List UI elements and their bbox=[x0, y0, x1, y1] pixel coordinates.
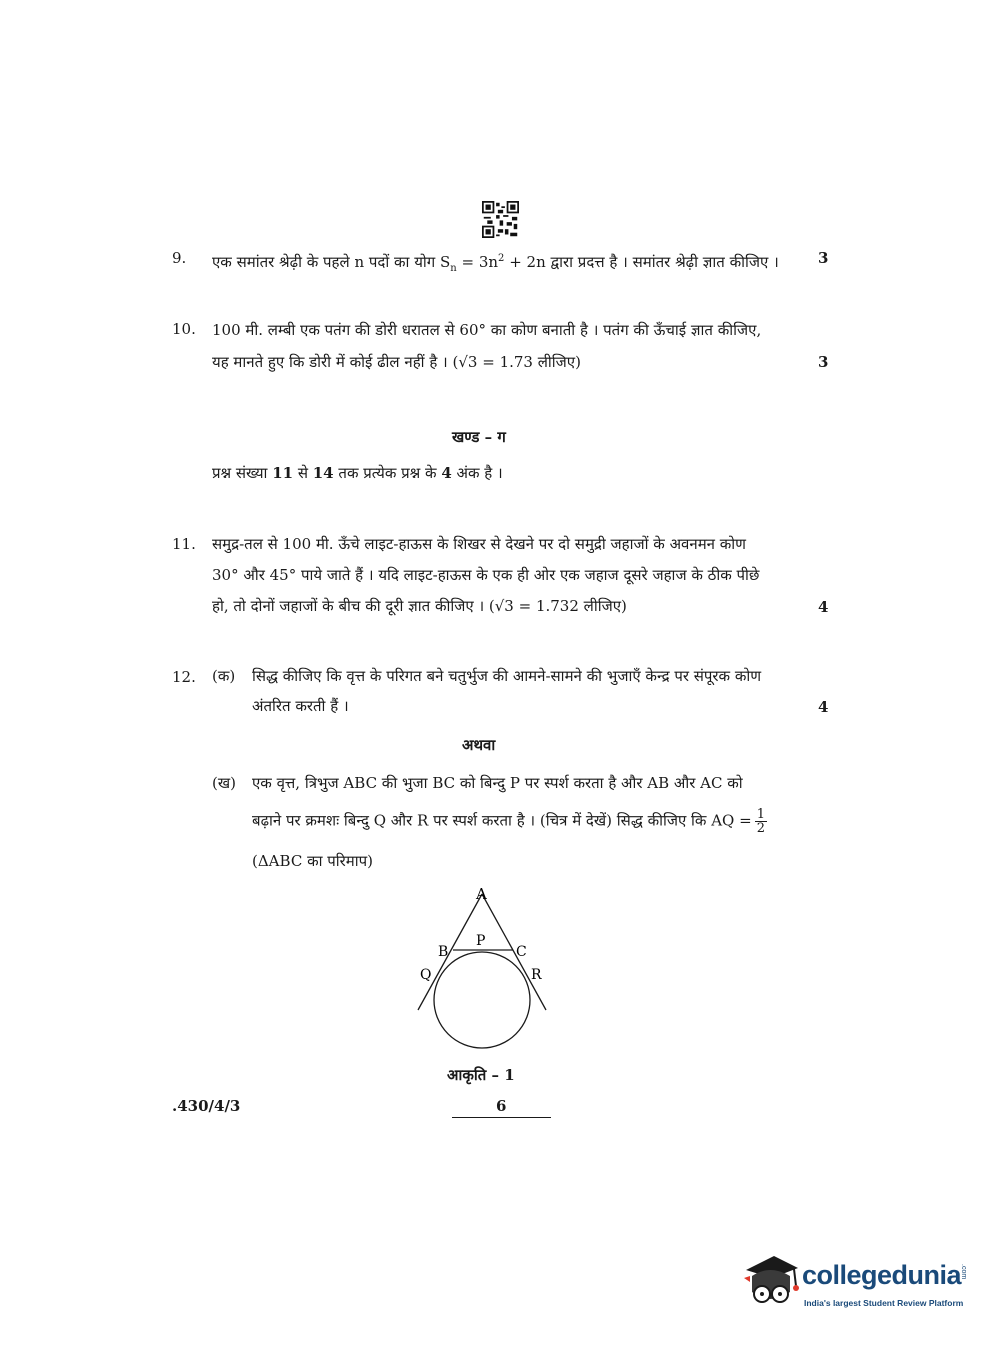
fraction-denominator: 2 bbox=[756, 821, 765, 836]
question-number: 10. bbox=[172, 320, 196, 338]
figure-line-ar bbox=[482, 894, 546, 1010]
figure-drawing bbox=[410, 880, 560, 1055]
instruction-text: से bbox=[293, 464, 313, 482]
question-12b-line: (ΔABC का परिमाप) bbox=[252, 852, 374, 870]
q9-subscript: n bbox=[450, 263, 457, 274]
question-10-line: यह मानते हुए कि डोरी में कोई ढील नहीं है । (√3 = 1.73 लीजिए) bbox=[212, 353, 581, 371]
question-12b-line bbox=[252, 808, 767, 835]
page-number: 6 bbox=[496, 1097, 507, 1115]
logo-wordmark: collegedunia bbox=[802, 1260, 962, 1290]
figure-caption: आकृति – 1 bbox=[447, 1066, 515, 1084]
figure-label: C bbox=[516, 944, 527, 960]
question-marks: 4 bbox=[818, 698, 829, 716]
question-12b-line: एक वृत्त, त्रिभुज ABC की भुजा BC को बिन्दु P पर स्पर्श करता है और AB और AC को bbox=[252, 774, 743, 792]
figure-label: A bbox=[476, 885, 487, 903]
q9-text-part: = 3n bbox=[456, 253, 499, 271]
or-separator: अथवा bbox=[462, 736, 496, 754]
question-9-text bbox=[212, 248, 779, 280]
collegedunia-logo bbox=[740, 1248, 970, 1316]
question-number: 12. bbox=[172, 668, 196, 686]
q9-text-part: + 2n द्वारा प्रदत्त है । समांतर श्रेढ़ी ज्ञात कीजिए । bbox=[504, 253, 779, 271]
question-marks: 3 bbox=[818, 353, 829, 371]
figure-circle bbox=[434, 952, 530, 1048]
figure-label: Q bbox=[420, 967, 432, 983]
figure-line-aq bbox=[418, 894, 482, 1010]
paper-code: .430/4/3 bbox=[172, 1097, 241, 1115]
q9-text-part: एक समांतर श्रेढ़ी के पहले n पदों का योग S bbox=[212, 253, 451, 271]
q9-superscript: 2 bbox=[498, 253, 505, 264]
fraction-numerator: 1 bbox=[756, 807, 765, 822]
question-11-line: हो, तो दोनों जहाजों के बीच की दूरी ज्ञात कीजिए । (√3 = 1.732 लीजिए) bbox=[212, 597, 627, 615]
instruction-text: तक प्रत्येक प्रश्न के bbox=[333, 464, 442, 482]
instruction-text: अंक है । bbox=[451, 464, 503, 482]
part-b-label: (ख) bbox=[212, 774, 236, 792]
question-11-line: 30° और 45° पाये जाते हैं । यदि लाइट-हाऊस के एक ही ओर एक जहाज दूसरे जहाज के ठीक पीछे bbox=[212, 566, 760, 584]
instruction-bold: 14 bbox=[312, 464, 334, 482]
question-10-line: 100 मी. लम्बी एक पतंग की डोरी धरातल से 60° का कोण बनाती है । पतंग की ऊँचाई ज्ञात कीजिए, bbox=[212, 321, 762, 339]
section-instruction bbox=[212, 462, 503, 484]
question-number: 11. bbox=[172, 535, 196, 553]
logo-tagline: India's largest Student Review Platform bbox=[804, 1298, 964, 1308]
logo-suffix: .com bbox=[960, 1264, 967, 1280]
question-12b-text: बढ़ाने पर क्रमशः बिन्दु Q और R पर स्पर्श करता है । (चित्र में देखें) सिद्ध कीजिए कि AQ = bbox=[252, 811, 752, 830]
question-12a-line: अंतरित करती हैं । bbox=[252, 697, 349, 715]
question-11-line: समुद्र-तल से 100 मी. ऊँचे लाइट-हाऊस के शिखर से देखने पर दो समुद्री जहाजों के अवनमन कोण bbox=[212, 535, 747, 553]
question-number: 9. bbox=[172, 249, 187, 267]
footer-rule bbox=[452, 1117, 551, 1118]
instruction-text: प्रश्न संख्या bbox=[212, 464, 273, 482]
question-marks: 4 bbox=[818, 598, 829, 616]
instruction-bold: 11 bbox=[272, 464, 294, 482]
part-a-label: (क) bbox=[212, 667, 236, 685]
figure-label: B bbox=[438, 944, 449, 960]
instruction-bold: 4 bbox=[441, 464, 452, 482]
question-12a-line: सिद्ध कीजिए कि वृत्त के परिगत बने चतुर्भुज की आमने-सामने की भुजाएँ केन्द्र पर संपूरक कोण bbox=[252, 667, 762, 685]
section-heading: खण्ड – ग bbox=[452, 428, 506, 446]
figure-label: R bbox=[531, 967, 542, 983]
question-marks: 3 bbox=[818, 249, 829, 267]
figure-label: P bbox=[476, 933, 486, 949]
fraction bbox=[755, 808, 767, 835]
qr-code bbox=[482, 201, 519, 238]
mascot-icon bbox=[740, 1248, 802, 1312]
tangent-circle-figure bbox=[410, 880, 560, 1055]
